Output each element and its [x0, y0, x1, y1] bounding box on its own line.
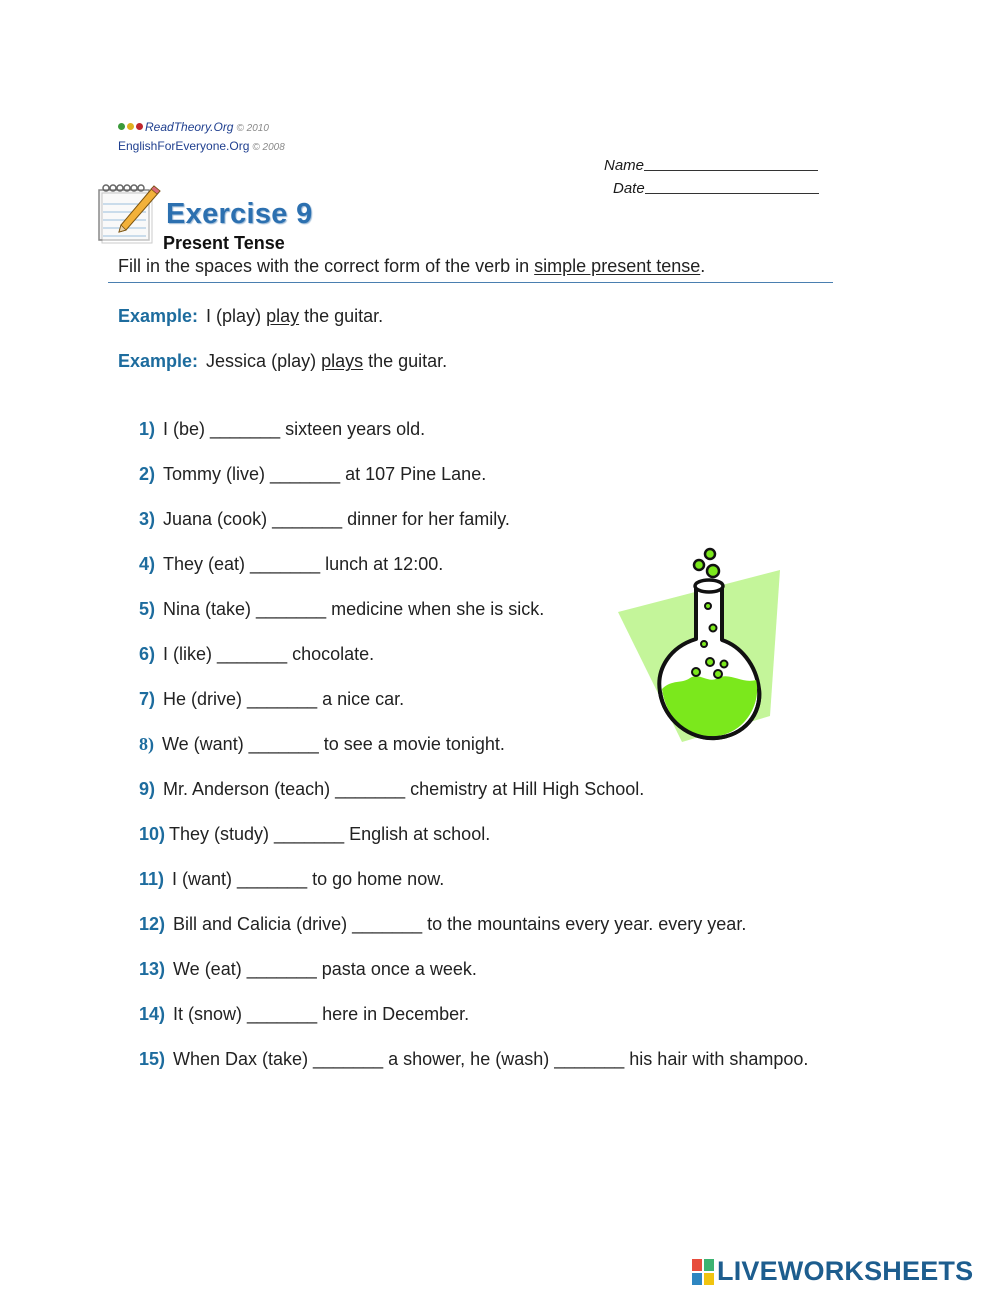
- name-blank[interactable]: [644, 157, 818, 171]
- question-5[interactable]: [139, 599, 544, 620]
- question-text: We (want) _______ to see a movie tonight.: [162, 734, 505, 754]
- readtheory-copyright: © 2010: [236, 123, 269, 134]
- question-number: 1): [139, 419, 156, 439]
- question-text: Juana (cook) _______ dinner for her family.: [163, 509, 510, 529]
- question-12[interactable]: [139, 914, 746, 935]
- example-answer: play: [266, 306, 300, 326]
- example-pre: I (play): [206, 306, 267, 326]
- example-1: [118, 306, 383, 327]
- chemistry-flask-icon: [612, 544, 784, 744]
- question-7[interactable]: [139, 689, 404, 710]
- readtheory-name: ReadTheory.Org: [145, 120, 234, 134]
- question-2[interactable]: [139, 464, 486, 485]
- instruction-post: .: [700, 256, 706, 276]
- question-text: It (snow) _______ here in December.: [173, 1004, 470, 1024]
- question-number: 7): [139, 689, 156, 709]
- question-15[interactable]: [139, 1049, 808, 1070]
- question-6[interactable]: [139, 644, 374, 665]
- example-post: the guitar.: [299, 306, 384, 326]
- green-dot-icon: [118, 123, 125, 130]
- question-number: 9): [139, 779, 156, 799]
- englishforeveryone-copyright: © 2008: [252, 142, 285, 153]
- instruction-pre: Fill in the spaces with the correct form of the verb in: [118, 256, 535, 276]
- question-number: 3): [139, 509, 156, 529]
- yellow-dot-icon: [127, 123, 134, 130]
- question-number: 15): [139, 1049, 166, 1069]
- question-11[interactable]: [139, 869, 444, 890]
- question-text: I (be) _______ sixteen years old.: [163, 419, 426, 439]
- question-text: We (eat) _______ pasta once a week.: [173, 959, 477, 979]
- question-4[interactable]: [139, 554, 443, 575]
- example-pre: Jessica (play): [206, 351, 322, 371]
- instructions: [118, 256, 705, 277]
- example-2: [118, 351, 447, 372]
- question-text: Tommy (live) _______ at 107 Pine Lane.: [163, 464, 487, 484]
- question-number: 4): [139, 554, 156, 574]
- liveworksheets-logo-text: LIVEWORKSHEETS: [717, 1256, 974, 1286]
- exercise-title: Exercise 9: [166, 198, 313, 230]
- question-number: 14): [139, 1004, 166, 1024]
- question-text: When Dax (take) _______ a shower, he (wash) _______ his hair with shampoo.: [173, 1049, 809, 1069]
- question-13[interactable]: [139, 959, 477, 980]
- date-field[interactable]: [613, 180, 819, 197]
- question-8[interactable]: [139, 734, 505, 755]
- exercise-subtitle: Present Tense: [163, 233, 285, 253]
- name-field[interactable]: [604, 157, 818, 174]
- question-number: 6): [139, 644, 156, 664]
- red-dot-icon: [136, 123, 143, 130]
- question-3[interactable]: [139, 509, 510, 530]
- date-label: Date: [613, 180, 645, 197]
- question-number: 12): [139, 914, 166, 934]
- question-text: Bill and Calicia (drive) _______ to the mountains every year. every year.: [173, 914, 747, 934]
- date-blank[interactable]: [645, 180, 819, 194]
- question-text: They (eat) _______ lunch at 12:00.: [163, 554, 444, 574]
- example-post: the guitar.: [363, 351, 448, 371]
- question-number: 11): [139, 869, 165, 889]
- question-text: He (drive) _______ a nice car.: [163, 689, 405, 709]
- question-text: I (want) _______ to go home now.: [172, 869, 445, 889]
- notepad-pencil-icon: [96, 182, 162, 244]
- example-label: Example:: [118, 351, 199, 371]
- question-9[interactable]: [139, 779, 644, 800]
- question-text: Mr. Anderson (teach) _______ chemistry at Hill High School.: [163, 779, 645, 799]
- question-text: They (study) _______ English at school.: [169, 824, 491, 844]
- liveworksheets-logo: [692, 1256, 973, 1286]
- name-label: Name: [604, 157, 645, 174]
- englishforeveryone-name: EnglishForEveryone.Org: [118, 139, 250, 153]
- question-number: 5): [139, 599, 156, 619]
- question-number: 8): [139, 734, 154, 754]
- example-answer: plays: [321, 351, 364, 371]
- englishforeveryone-brand: [118, 139, 285, 153]
- liveworksheets-logo-icon: [692, 1259, 714, 1285]
- example-label: Example:: [118, 306, 199, 326]
- readtheory-brand: [118, 120, 269, 134]
- question-text: Nina (take) _______ medicine when she is sick.: [163, 599, 545, 619]
- question-10[interactable]: [139, 824, 490, 845]
- question-number: 2): [139, 464, 156, 484]
- question-text: I (like) _______ chocolate.: [163, 644, 375, 664]
- question-14[interactable]: [139, 1004, 469, 1025]
- question-1[interactable]: [139, 419, 425, 440]
- question-number: 10): [139, 824, 166, 844]
- instruction-underlined: simple present tense: [534, 256, 701, 276]
- divider: [108, 282, 833, 283]
- question-number: 13): [139, 959, 166, 979]
